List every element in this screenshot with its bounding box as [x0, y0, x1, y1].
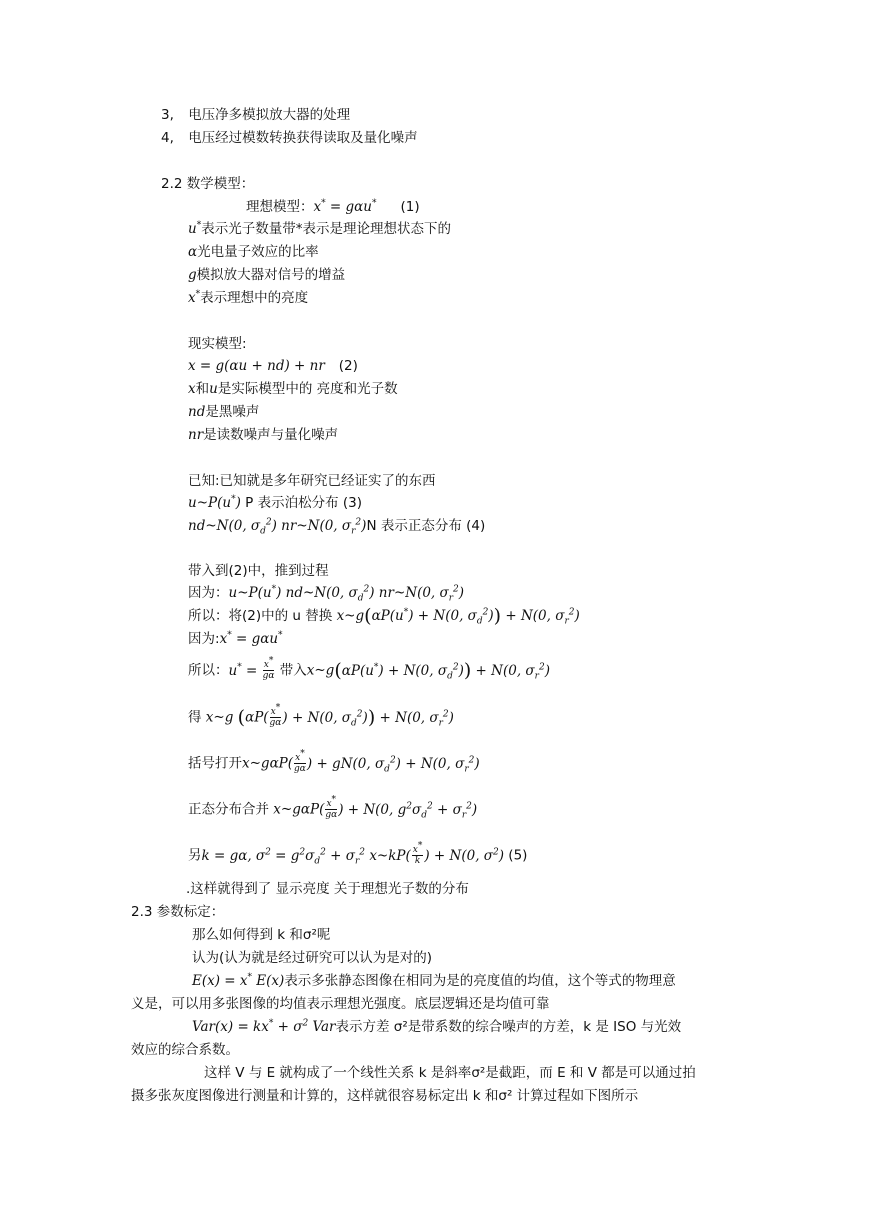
let-line: 另k = gα, $\sigma^2 = g^2\sigma_d^2 + \sigma_r^2$ x~kP( $\frac{x^*}{k}$ ) + N(0, $\sigma^2$) (5) [188, 841, 528, 867]
list-number: 3, [161, 107, 174, 123]
because-line-2: 因为:x* = gαu* [188, 630, 283, 647]
list-text: 电压经过模数转换获得读取及量化噪声 [188, 130, 418, 146]
conclusion-line: .这样就得到了 显示亮度 关于理想光子数的分布 [186, 881, 469, 897]
linear-line-2: 摄多张灰度图像进行测量和计算的，这样就很容易标定出 k 和σ² 计算过程如下图所示 [131, 1088, 639, 1104]
assume-line: 认为(认为就是经过研究可以认为是对的) [192, 950, 433, 966]
list-item-4 [161, 128, 418, 148]
list-text: 电压净多模拟放大器的处理 [188, 107, 351, 123]
nr-line: nr是读数噪声与量化噪声 [188, 427, 339, 443]
ideal-model-line: 理想模型：x* = gαu* (1) [246, 198, 420, 215]
linear-line: 这样 V 与 E 就构成了一个线性关系 k 是斜率σ²是截距，而 E 和 V 都是可以通过拍 [204, 1065, 696, 1081]
nd-line: nd是黑噪声 [188, 404, 260, 420]
real-model-line: x = g(αu + nd) + nr (2) [188, 358, 358, 374]
section-heading-2-2: 2.2 数学模型： [161, 176, 255, 192]
variance-line-2: 效应的综合系数。 [131, 1042, 239, 1058]
ustar-line: u*表示光子数量带*表示是理论理想状态下的 [188, 220, 451, 237]
so-line-1: 所以：将(2)中的 u 替换 x~g(αP(u*) + N(0, $\sigma_d^2)) + N(0$, $\sigma_r^2$) [188, 605, 580, 627]
poisson-line: u~P(u*) P 表示泊松分布 (3) [188, 494, 362, 511]
known-title: 已知:已知就是多年研究已经证实了的东西 [188, 473, 436, 489]
question-line: 那么如何得到 k 和σ²呢 [192, 927, 331, 943]
merge-line: 正态分布合并 x~gαP( $\frac{x^*}{g\alpha}$ ) + N(0, $g^2\sigma_d^2 + \sigma_r^2$) [188, 795, 478, 821]
expand-line: 括号打开x~gαP( $\frac{x^*}{g\alpha}$ ) + gN(0, $\sigma_d^2) + N(0$, $\sigma_r^2$) [188, 749, 480, 775]
expectation-line: E(x) = x* E(x)表示多张静态图像在相同为是的亮度值的均值，这个等式的物理意 [192, 972, 676, 989]
xu-line: x和u是实际模型中的 亮度和光子数 [188, 381, 398, 397]
because-line-1: 因为：u~P(u*) nd~N(0, $\sigma_d^2$) nr~N(0, $\sigma_r^2$) [188, 584, 465, 604]
get-line: 得 x~g (αP( $\frac{x^*}{g\alpha}$ ) + N(0, $\sigma_d^2)) + N(0$, $\sigma_r^2$) [188, 703, 454, 729]
xstar-line: x*表示理想中的亮度 [188, 289, 309, 306]
variance-line: $Var(x) = kx^* + \sigma^2$ Var表示方差 σ²是带系数的综合噪声的方差，k 是 ISO 与光效 [192, 1018, 682, 1035]
section-heading-2-3: 2.3 参数标定： [131, 904, 225, 920]
real-model-label: 现实模型: [188, 336, 247, 352]
so-line-2: 所以：u* = $\frac{x^*}{g\alpha}$ 带入x~g(αP(u*) + N(0, $\sigma_d^2)) + N(0$, $\sigma_r^2$) [188, 656, 550, 682]
alpha-line: α光电量子效应的比率 [188, 244, 319, 260]
substitute-title: 带入到(2)中，推到过程 [188, 563, 329, 579]
g-line: g模拟放大器对信号的增益 [188, 267, 346, 283]
formula: x* = gαu* [313, 198, 377, 215]
expectation-line-2: 义是，可以用多张图像的均值表示理想光强度。底层逻辑还是均值可靠 [131, 996, 550, 1012]
list-number: 4, [161, 130, 174, 146]
list-item-3 [161, 105, 350, 125]
normal-line: nd~N(0, $\sigma_d^2$) nr~N(0, $\sigma_r^2)N$ 表示正态分布 (4) [188, 517, 486, 537]
